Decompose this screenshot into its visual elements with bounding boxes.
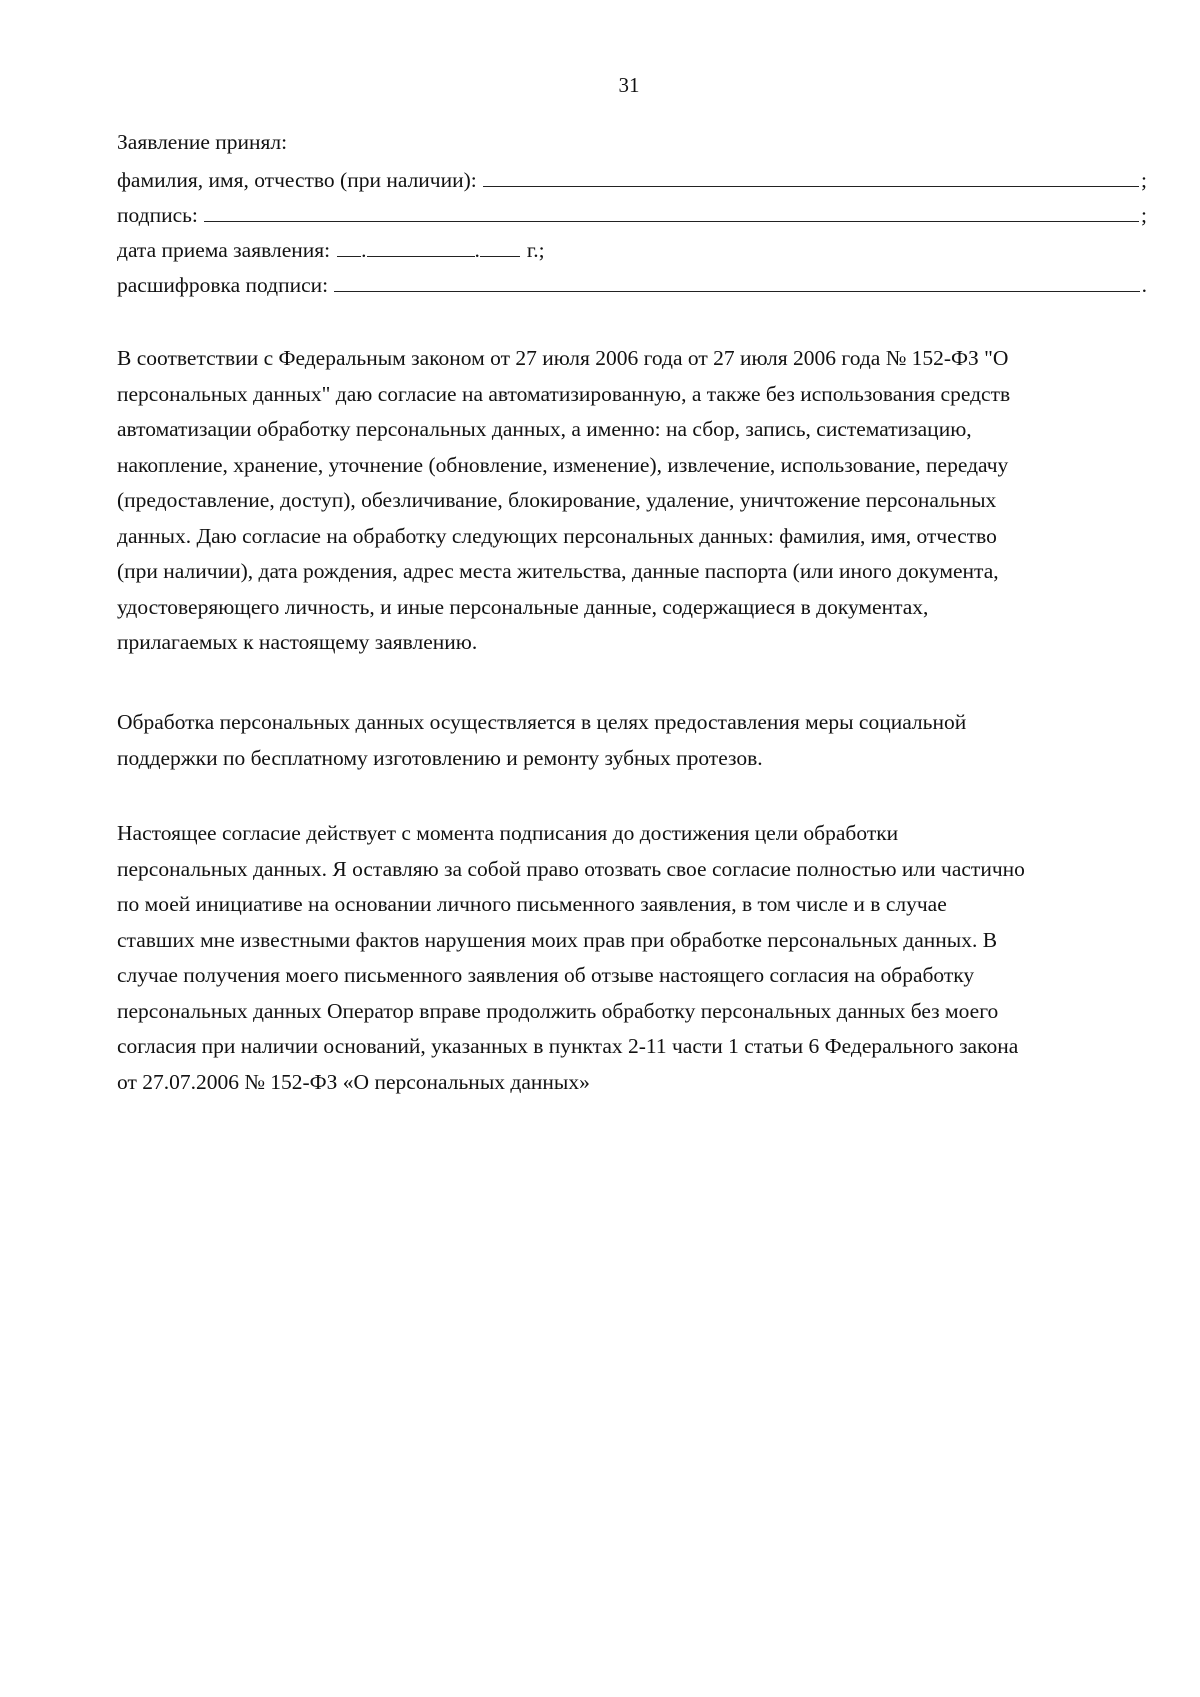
paragraph-line: поддержки по бесплатному изготовлению и ремонту зубных протезов. <box>117 745 763 770</box>
consent-paragraph <box>117 341 1147 661</box>
decode-end: . <box>1141 273 1147 297</box>
paragraph-line: персональных данных. Я оставляю за собой право отозвать свое согласие полностью или частично <box>117 856 1025 881</box>
fio-field[interactable] <box>483 160 1139 187</box>
paragraph-line: ставших мне известными фактов нарушения моих прав при обработке персональных данных. В <box>117 927 998 952</box>
paragraph-line: удостоверяющего личность, и иные персональные данные, содержащиеся в документах, <box>117 594 929 619</box>
paragraph-line: (при наличии), дата рождения, адрес места жительства, данные паспорта (или иного документа, <box>117 559 999 583</box>
date-year-field[interactable] <box>480 230 520 257</box>
paragraph-line: (предоставление, доступ), обезличивание, блокирование, удаление, уничтожение персональных <box>117 488 997 512</box>
paragraph-line: по моей инициативе на основании личного письменного заявления, в том числе и в случае <box>117 892 947 916</box>
paragraph-line: персональных данных Оператор вправе продолжить обработку персональных данных без моего <box>117 998 999 1023</box>
paragraph-line: прилагаемых к настоящему заявлению. <box>117 630 478 654</box>
signature-field[interactable] <box>204 195 1139 222</box>
paragraph-line: накопление, хранение, уточнение (обновление, изменение), извлечение, использование, передачу <box>117 452 1009 477</box>
date-label: дата приема заявления: <box>117 238 331 262</box>
receipt-heading-row <box>117 125 1147 160</box>
signature-row <box>117 195 1147 230</box>
fio-end: ; <box>1141 168 1147 192</box>
paragraph-line: случае получения моего письменного заявления об отзыве настоящего согласия на обработку <box>117 963 975 987</box>
decode-row <box>117 265 1147 300</box>
date-day-field[interactable] <box>337 230 361 257</box>
receipt-heading: Заявление принял: <box>117 130 288 154</box>
signature-label: подпись: <box>117 203 198 227</box>
paragraph-line: персональных данных" даю согласие на автоматизированную, а также без использования средств <box>117 381 1011 406</box>
paragraph-line: Настоящее согласие действует с момента подписания до достижения цели обработки <box>117 821 899 845</box>
decode-field[interactable] <box>334 265 1139 292</box>
signature-end: ; <box>1141 203 1147 227</box>
paragraph-line: от 27.07.2006 № 152-ФЗ «О персональных данных» <box>117 1069 590 1094</box>
paragraph-line: В соответствии с Федеральным законом от 27 июля 2006 года от 27 июля 2006 года № 152-ФЗ "О <box>117 346 1009 370</box>
date-separator: . <box>474 238 480 262</box>
paragraph-line: данных. Даю согласие на обработку следующих персональных данных: фамилия, имя, отчество <box>117 523 997 548</box>
date-row <box>117 230 1147 265</box>
paragraph-line: Обработка персональных данных осуществляется в целях предоставления меры социальной <box>117 710 967 734</box>
decode-label: расшифровка подписи: <box>117 273 329 297</box>
date-separator: . <box>361 238 367 262</box>
paragraph-line: автоматизации обработку персональных данных, а именно: на сбор, запись, систематизацию, <box>117 417 972 441</box>
receipt-section <box>117 125 1147 300</box>
page-number: 31 <box>618 73 640 97</box>
validity-paragraph <box>117 816 1147 1100</box>
paragraph-line: согласия при наличии оснований, указанных в пунктах 2-11 части 1 статьи 6 Федерального закона <box>117 1034 1019 1058</box>
date-month-field[interactable] <box>367 230 475 257</box>
purpose-paragraph <box>117 705 1147 776</box>
date-suffix: г.; <box>526 238 545 262</box>
fio-label: фамилия, имя, отчество (при наличии): <box>117 168 477 192</box>
fio-row <box>117 160 1147 195</box>
